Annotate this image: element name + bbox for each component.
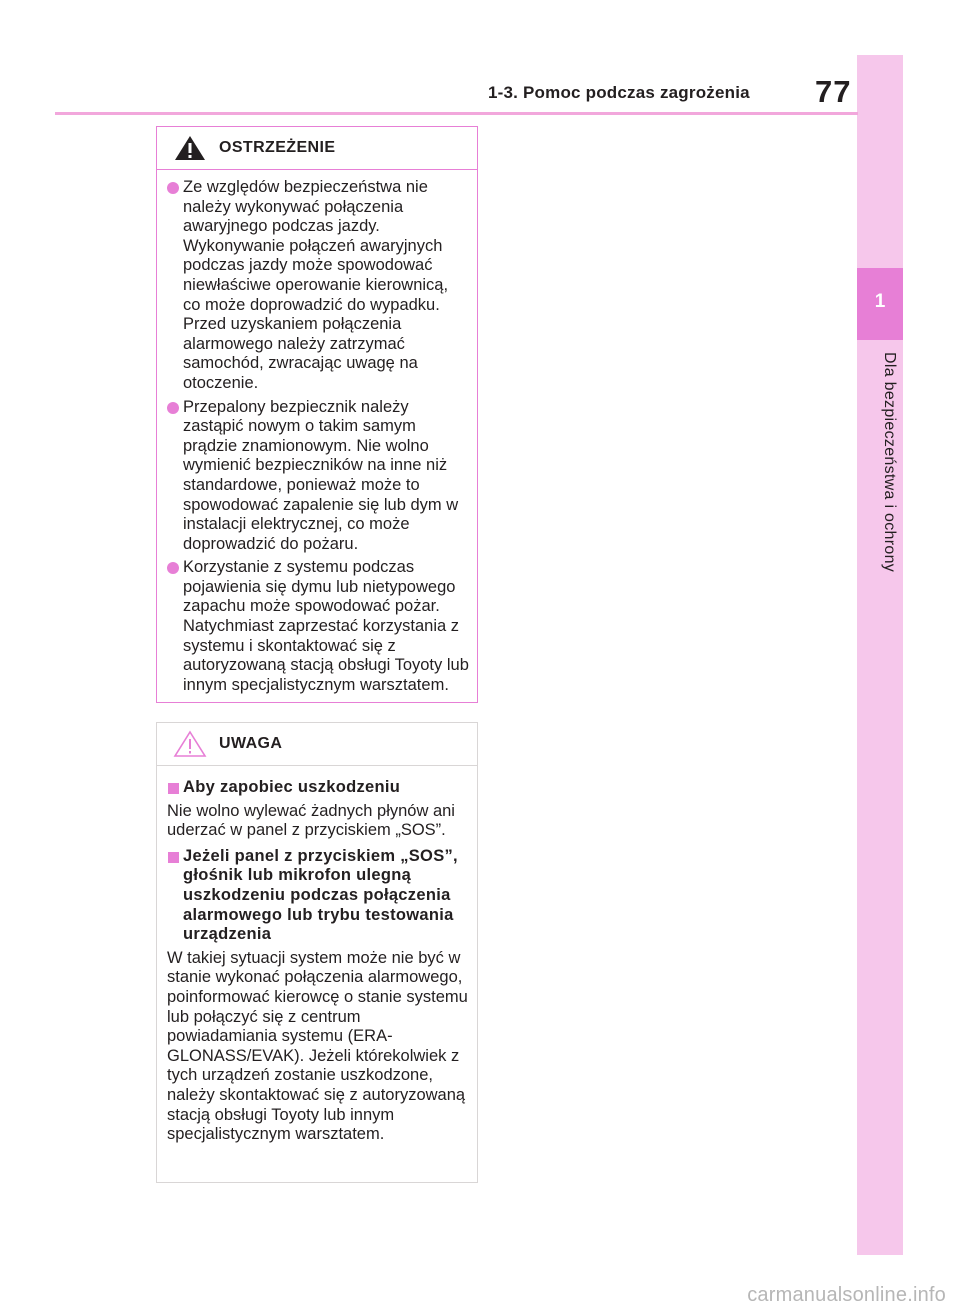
watermark: carmanualsonline.info [747, 1284, 946, 1306]
bullet-dot-icon [167, 182, 179, 194]
square-bullet-icon [168, 783, 179, 794]
square-bullet-icon [168, 852, 179, 863]
header-rule [55, 112, 858, 115]
warning-box [156, 126, 478, 703]
warning-item [167, 178, 469, 394]
warning-triangle-icon [173, 134, 207, 162]
chapter-label: Dla bezpieczeństwa i ochrony [881, 352, 898, 573]
page-number: 77 [815, 74, 852, 109]
warning-header [157, 127, 477, 170]
bullet-dot-icon [167, 402, 179, 414]
notice-subheading: Jeżeli panel z przyciskiem „SOS”, głośnik lub mikrofon ulegną uszkodzeniu podczas połączenia alarmowego lub trybu testowania urządzenia [167, 847, 469, 945]
notice-header [157, 723, 477, 766]
warning-title: OSTRZEŻENIE [219, 139, 336, 156]
caution-triangle-icon [173, 730, 207, 758]
notice-box [156, 722, 478, 1183]
warning-item-text: Korzystanie z systemu podczas pojawienia się dymu lub nietypowego zapachu może spowodować pożar. Natychmiast zaprzestać korzystania z systemu i skontaktować się z autoryzowaną stacją obsługi Toyoty lub innym specjalistycznym warsztatem. [183, 558, 469, 694]
notice-paragraph: W takiej sytuacji system może nie być w stanie wykonać połączenia alarmowego, poinformować kierowcę o stanie systemu lub połączyć się z centrum powiadamiania systemu (ERA-GLONASS/EVAK). Jeżeli którekolwiek z tych urządzeń zostanie uszkodzone, należy skontaktować się z autoryzowaną stacją obsługi Toyoty lub innym specjalistycznym warsztatem. [167, 948, 468, 1144]
notice-body [157, 766, 477, 1145]
section-title: 1-3. Pomoc podczas zagrożenia [488, 83, 750, 102]
notice-subheading: Aby zapobiec uszkodzeniu [167, 778, 469, 798]
notice-paragraph: Nie wolno wylewać żadnych płynów ani uderzać w panel z przyciskiem „SOS”. [167, 801, 455, 840]
warning-item [167, 558, 469, 695]
warning-body [157, 170, 477, 695]
notice-title: UWAGA [219, 735, 283, 752]
warning-item-text: Ze względów bezpieczeństwa nie należy wykonywać połączenia awaryjnego podczas jazdy. Wykonywanie połączeń awaryjnych podczas jazdy może spowodować niewłaściwe operowanie kierownicą, co może doprowadzić do wypadku. Przed uzyskaniem połączenia alarmowego należy zatrzymać samochód, zwracając uwagę na otoczenie. [183, 178, 449, 392]
chapter-number: 1 [874, 291, 886, 312]
warning-item [167, 398, 469, 555]
warning-item-text: Przepalony bezpiecznik należy zastąpić nowym o takim samym prądzie znamionowym. Nie wolno wymienić bezpieczników na inne niż standardowe, ponieważ może to spowodować zapalenie się lub dym w instalacji elektrycznej, co może doprowadzić do pożaru. [183, 397, 459, 553]
chapter-tab-strip [857, 55, 903, 1255]
bullet-dot-icon [167, 562, 179, 574]
